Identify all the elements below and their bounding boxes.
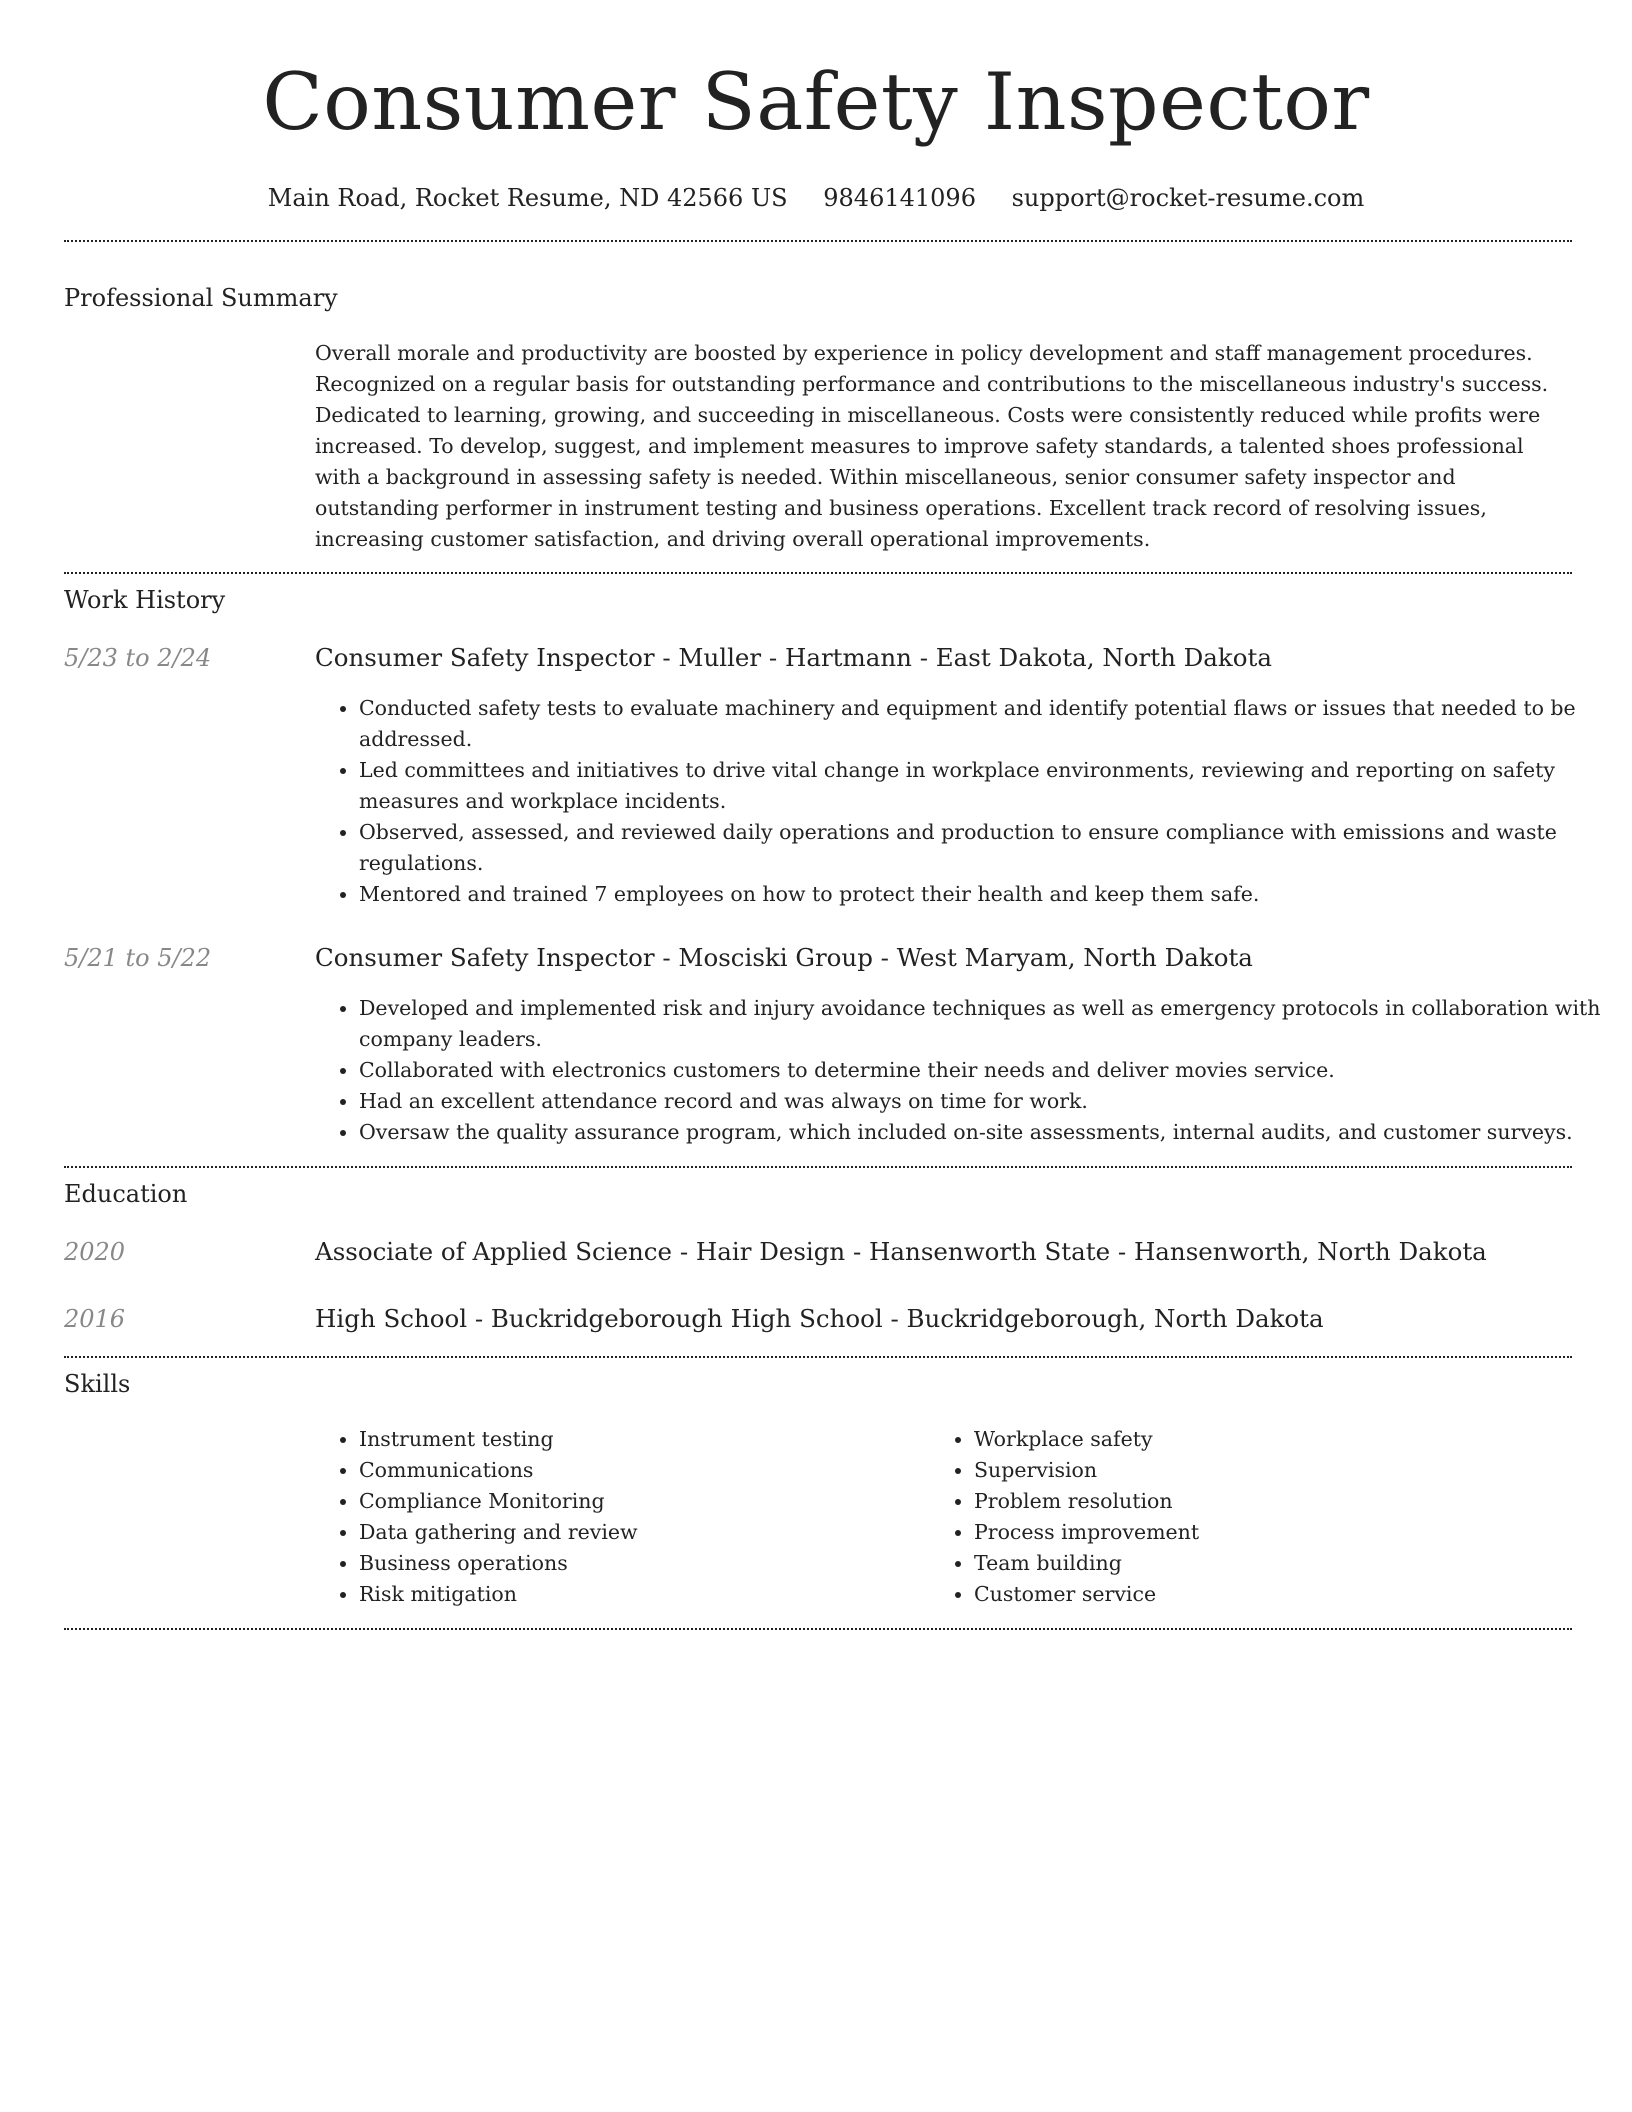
divider [64, 240, 1572, 242]
list-item: • Mentored and trained 7 employees on how to protect their health and keep them safe. [359, 879, 1616, 910]
skill-item: • Business operations [359, 1548, 919, 1579]
job-heading: Consumer Safety Inspector - Muller - Hartmann - East Dakota, North Dakota [315, 643, 1272, 672]
list-item: • Developed and implemented risk and injury avoidance techniques as well as emergency protocols in collaboration with company leaders. [359, 993, 1616, 1055]
skill-item: • Supervision [974, 1455, 1534, 1486]
list-item: • Observed, assessed, and reviewed daily operations and production to ensure compliance with emissions and waste regulations. [359, 817, 1616, 879]
skills-list-left [315, 1424, 919, 1610]
job-bullets [315, 993, 1616, 1148]
summary-text: Overall morale and productivity are boosted by experience in policy development and staff management procedures. Recognized on a regular basis for outstanding performance and contributions to the miscellaneous industry's success. Dedicated to learning, growing, and succeeding in miscellaneous. Costs were consistently reduced while profits were increased. To develop, suggest, and implement measures to improve safety standards, a talented shoes professional with a background in assessing safety is needed. Within miscellaneous, senior consumer safety inspector and outstanding performer in instrument testing and business operations. Excellent track record of resolving issues, increasing customer satisfaction, and driving overall operational improvements. [315, 341, 1549, 551]
education-year: 2020 [64, 1238, 126, 1266]
job-heading: Consumer Safety Inspector - Mosciski Group - West Maryam, North Dakota [315, 943, 1253, 972]
skill-item: • Compliance Monitoring [359, 1486, 919, 1517]
education-heading: High School - Buckridgeborough High School - Buckridgeborough, North Dakota [315, 1304, 1324, 1333]
education-year: 2016 [64, 1305, 126, 1333]
resume-header [0, 0, 1632, 214]
skill-item: • Workplace safety [974, 1424, 1534, 1455]
skill-item: • Customer service [974, 1579, 1534, 1610]
skill-item: • Risk mitigation [359, 1579, 919, 1610]
skill-item: • Team building [974, 1548, 1534, 1579]
job-dates: 5/23 to 2/24 [64, 644, 212, 672]
contact-phone: 9846141096 [823, 184, 976, 212]
list-item: • Had an excellent attendance record and was always on time for work. [359, 1086, 1616, 1117]
divider [64, 1628, 1572, 1630]
contact-line [0, 182, 1632, 214]
divider [64, 572, 1572, 574]
contact-email: support@rocket-resume.com [1011, 184, 1365, 212]
education-heading: Associate of Applied Science - Hair Design - Hansenworth State - Hansenworth, North Dakota [315, 1237, 1487, 1266]
job-dates: 5/21 to 5/22 [64, 944, 212, 972]
list-item: • Oversaw the quality assurance program, which included on-site assessments, internal audits, and customer surveys. [359, 1117, 1616, 1148]
section-title-work-history: Work History [64, 586, 226, 614]
section-title-summary: Professional Summary [64, 284, 338, 312]
skills-list-right [930, 1424, 1534, 1610]
skill-item: • Communications [359, 1455, 919, 1486]
skill-item: • Instrument testing [359, 1424, 919, 1455]
divider [64, 1166, 1572, 1168]
list-item: • Conducted safety tests to evaluate machinery and equipment and identify potential flaws or issues that needed to be addressed. [359, 693, 1616, 755]
candidate-name: Consumer Safety Inspector [262, 56, 1370, 148]
job-bullets [315, 693, 1616, 910]
skill-item: • Problem resolution [974, 1486, 1534, 1517]
list-item: • Led committees and initiatives to drive vital change in workplace environments, reviewing and reporting on safety measures and workplace incidents. [359, 755, 1616, 817]
skill-item: • Process improvement [974, 1517, 1534, 1548]
divider [64, 1356, 1572, 1358]
section-title-skills: Skills [64, 1370, 131, 1398]
list-item: • Collaborated with electronics customers to determine their needs and deliver movies service. [359, 1055, 1616, 1086]
section-title-education: Education [64, 1180, 188, 1208]
skill-item: • Data gathering and review [359, 1517, 919, 1548]
contact-address: Main Road, Rocket Resume, ND 42566 US [267, 184, 788, 212]
